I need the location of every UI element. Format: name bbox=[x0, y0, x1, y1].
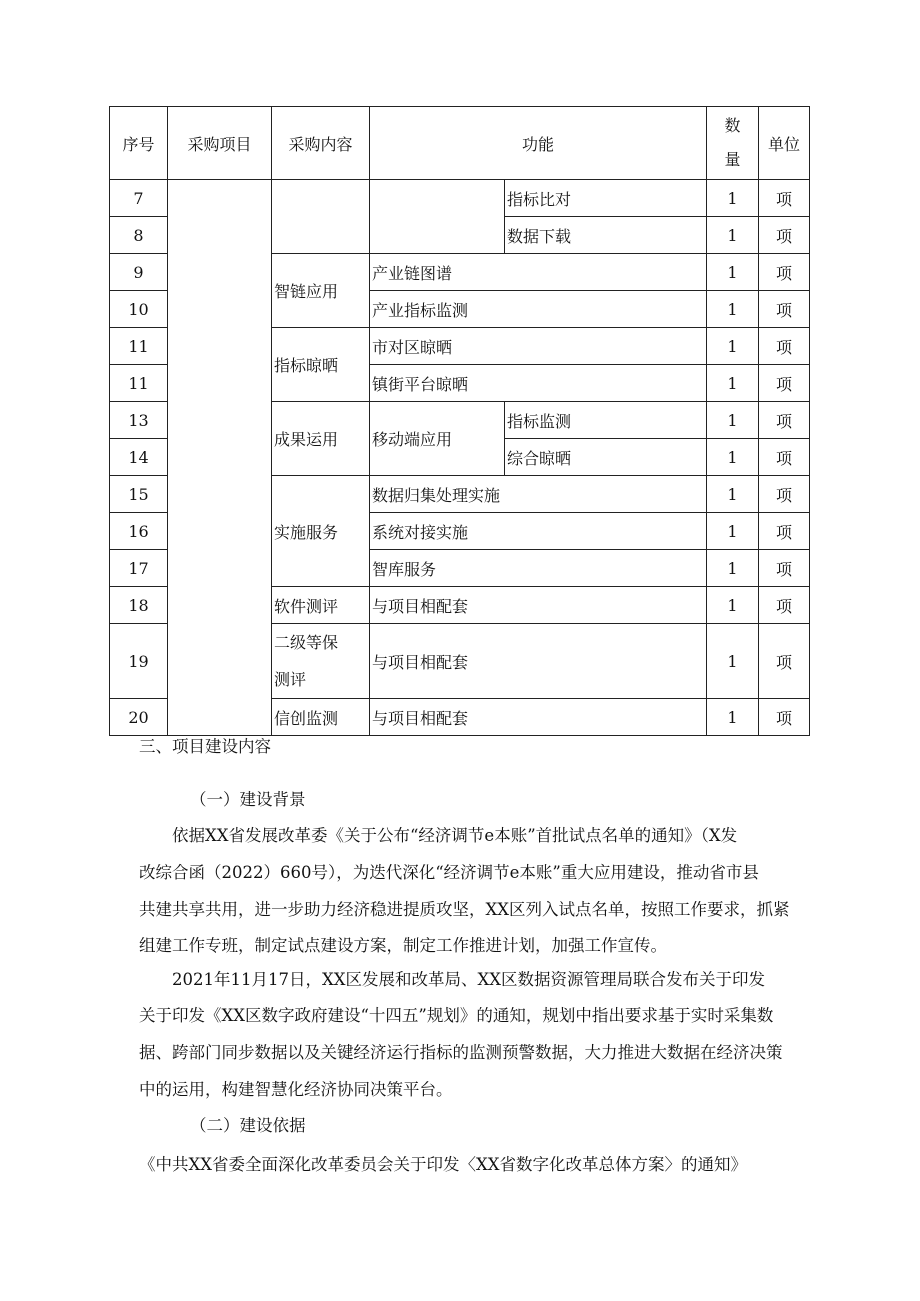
table-row: 17 智库服务 1 项 bbox=[110, 550, 810, 587]
group-zhilian: 智链应用 bbox=[272, 254, 370, 328]
item-merged-empty bbox=[168, 180, 272, 736]
header-qty: 数 量 bbox=[707, 107, 759, 180]
table-row: 16 系统对接实施 1 项 bbox=[110, 513, 810, 550]
paragraph-line: 2021年11月17日，XX区发展和改革局、XX区数据资源管理局联合发布关于印发 bbox=[172, 970, 765, 989]
table-row: 20 信创监测 与项目相配套 1 项 bbox=[110, 699, 810, 736]
group-xinchuang: 信创监测 bbox=[272, 699, 370, 736]
subsection-heading-background: （一）建设背景 bbox=[190, 790, 306, 809]
table-row: 18 软件测评 与项目相配套 1 项 bbox=[110, 587, 810, 624]
paragraph-line: 共建共享共用，进一步助力经济稳进提质攻坚，XX区列入试点名单，按照工作要求，抓紧 bbox=[139, 900, 790, 919]
procurement-table bbox=[109, 106, 810, 736]
table-row: 19 二级等保 测评 与项目相配套 1 项 bbox=[110, 624, 810, 699]
paragraph-line: 据、跨部门同步数据以及关键经济运行指标的监测预警数据，大力推进大数据在经济决策 bbox=[139, 1043, 783, 1062]
section-heading: 三、项目建设内容 bbox=[139, 737, 271, 756]
chengguo-function: 移动端应用 bbox=[370, 402, 505, 476]
paragraph-line: 《中共XX省委全面深化改革委员会关于印发〈XX省数字化改革总体方案〉的通知》 bbox=[139, 1155, 747, 1174]
paragraph-line: 关于印发《XX区数字政府建设“十四五”规划》的通知，规划中指出要求基于实时采集数 bbox=[139, 1006, 774, 1025]
group-chengguo: 成果运用 bbox=[272, 402, 370, 476]
paragraph-line: 组建工作专班，制定试点建设方案，制定工作推进计划，加强工作宣传。 bbox=[139, 936, 667, 955]
paragraph-line: 依据XX省发展改革委《关于公布“经济调节e本账”首批试点名单的通知》（X发 bbox=[172, 826, 738, 845]
header-unit: 单位 bbox=[759, 107, 810, 180]
subsection-heading-basis: （二）建设依据 bbox=[190, 1116, 306, 1135]
table-row: 11 镇街平台晾晒 1 项 bbox=[110, 365, 810, 402]
table-header-row bbox=[110, 107, 810, 180]
header-item: 采购项目 bbox=[168, 107, 272, 180]
group-ruanjian: 软件测评 bbox=[272, 587, 370, 624]
paragraph-line: 改综合函（2022）660号），为迭代深化“经济调节e本账”重大应用建设，推动省市县 bbox=[139, 863, 759, 882]
paragraph-line: 中的运用，构建智慧化经济协同决策平台。 bbox=[139, 1080, 453, 1099]
group-shishi: 实施服务 bbox=[272, 476, 370, 587]
table-row: 13 成果运用 移动端应用 指标监测 1 项 bbox=[110, 402, 810, 439]
table-row: 15 实施服务 数据归集处理实施 1 项 bbox=[110, 476, 810, 513]
header-content: 采购内容 bbox=[272, 107, 370, 180]
table-row: 9 智链应用 产业链图谱 1 项 bbox=[110, 254, 810, 291]
table-row: 10 产业指标监测 1 项 bbox=[110, 291, 810, 328]
header-function: 功能 bbox=[370, 107, 707, 180]
header-seq: 序号 bbox=[110, 107, 168, 180]
table-row: 8 数据下载 1 项 bbox=[110, 217, 810, 254]
group-dengbao: 二级等保 测评 bbox=[272, 624, 370, 699]
table-row: 7 指标比对 1 项 bbox=[110, 180, 810, 217]
table-row: 11 指标晾晒 市对区晾晒 1 项 bbox=[110, 328, 810, 365]
group-zhibiao: 指标晾晒 bbox=[272, 328, 370, 402]
table-row: 14 综合晾晒 1 项 bbox=[110, 439, 810, 476]
content-empty bbox=[272, 180, 370, 254]
function-empty bbox=[370, 180, 505, 254]
